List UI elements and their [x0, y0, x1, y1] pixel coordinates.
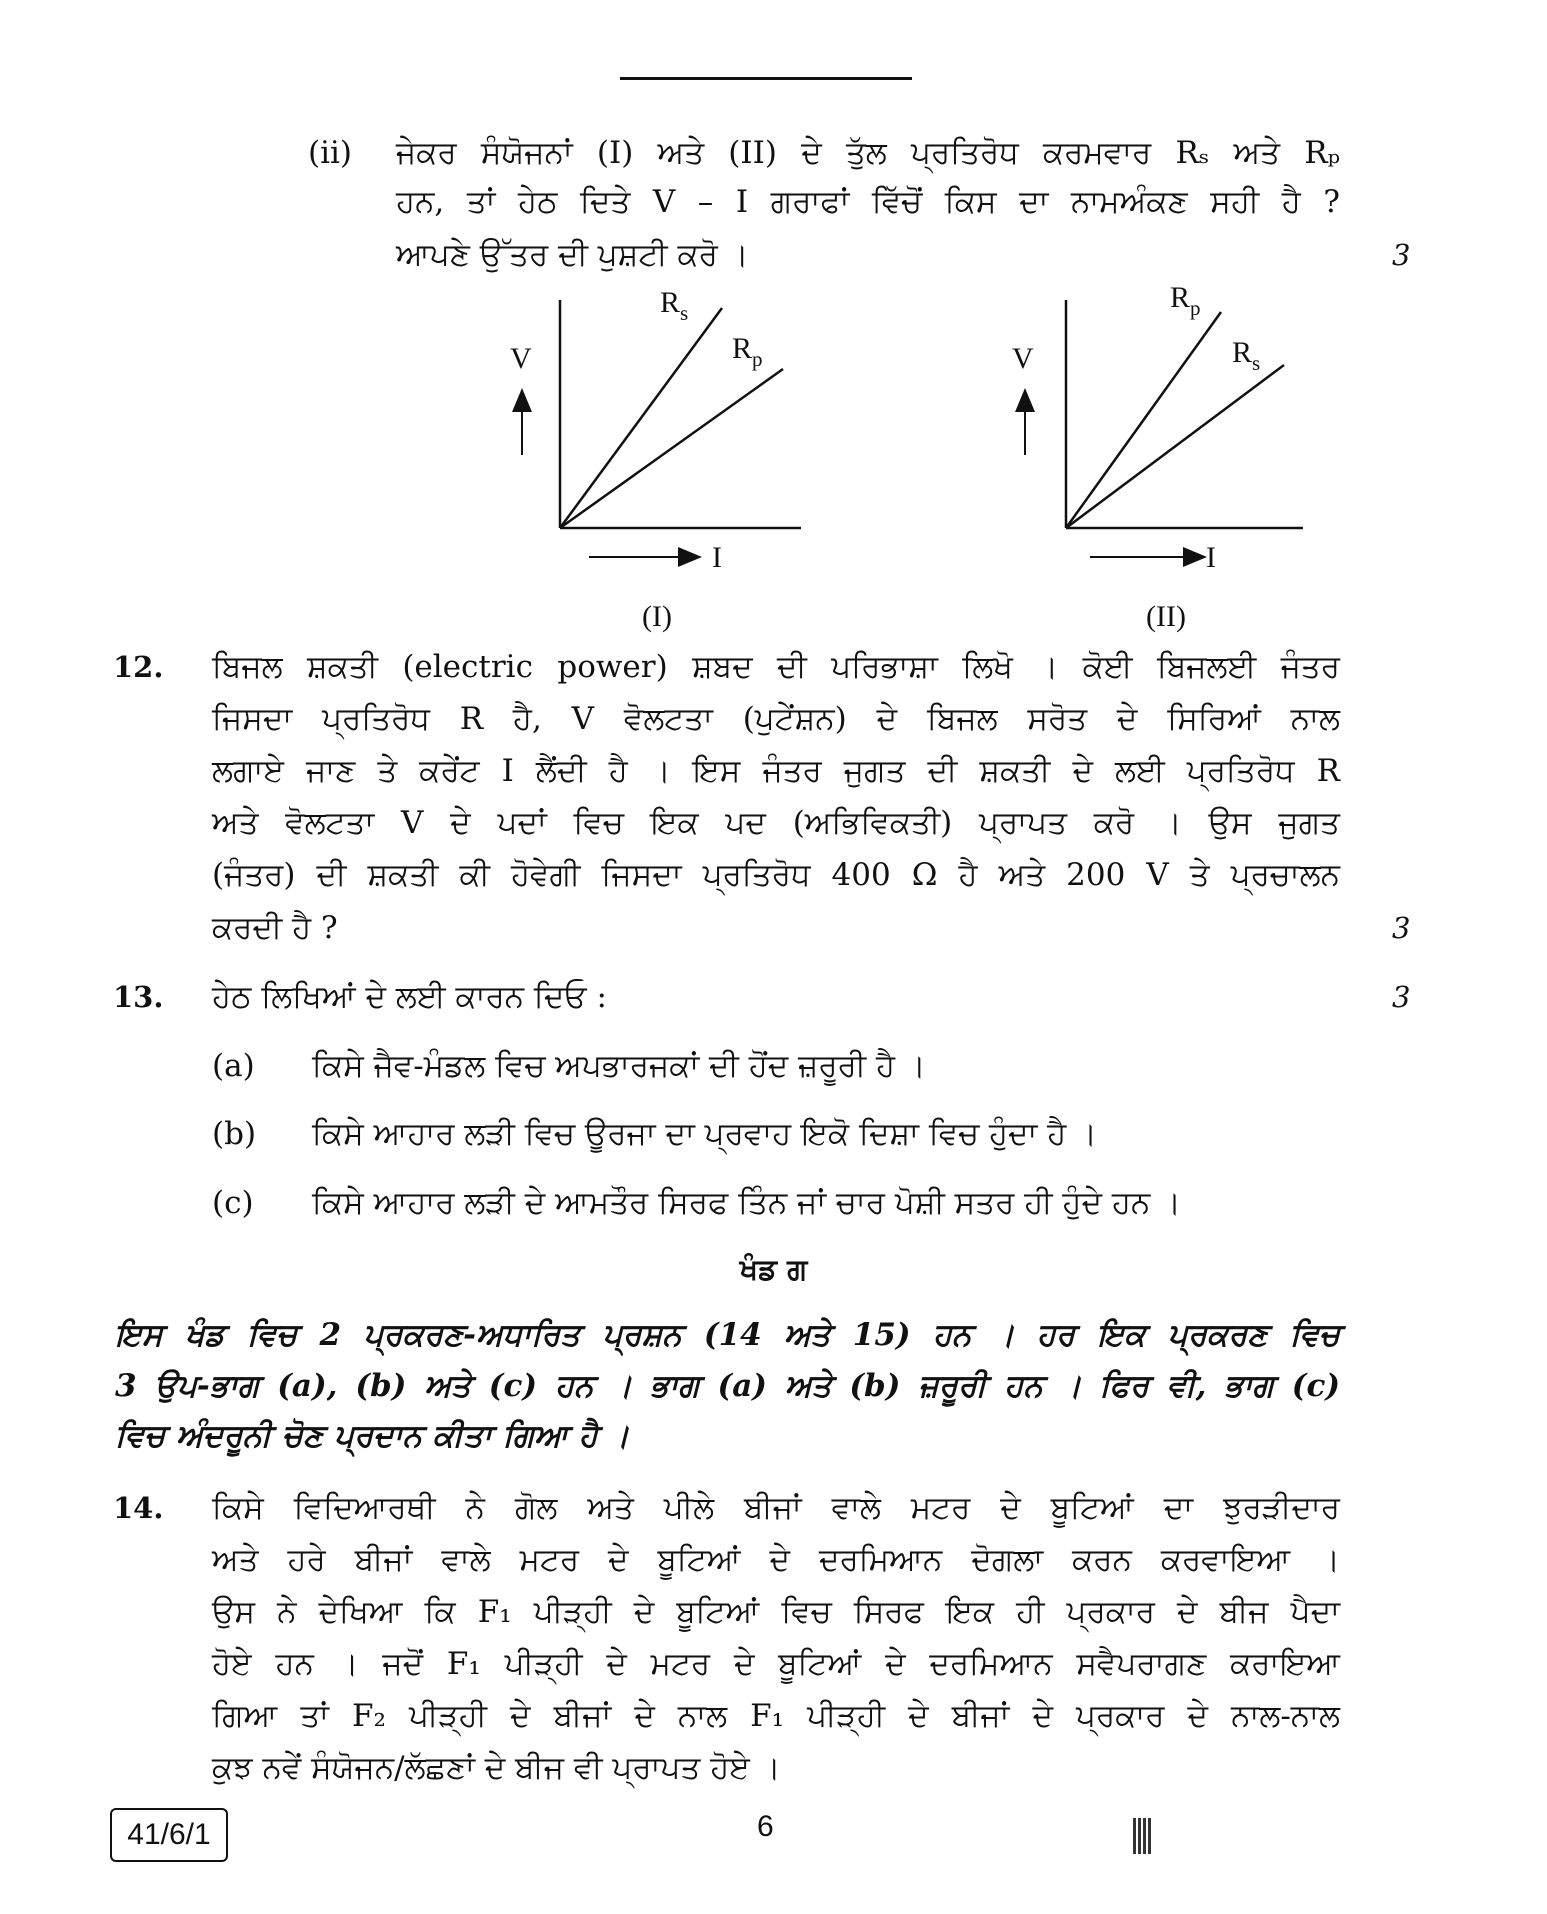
q14-line: ਕੁਝ ਨਵੇਂ ਸੰਯੋਜਨ/ਲੱਛਣਾਂ ਦੇ ਬੀਜ ਵੀ ਪ੍ਰਾਪਤ ਹੋਏ ।	[212, 1750, 781, 1786]
label-v: V	[1012, 342, 1034, 375]
section-heading: ਖੰਡ ਗ	[739, 1252, 808, 1286]
line-rs	[1066, 365, 1284, 528]
label-rs: $R_s$	[1232, 336, 1261, 375]
section-instruction-line: ਇਸ ਖੰਡ ਵਿਚ 2 ਪ੍ਰਕਰਣ-ਅਧਾਰਿਤ ਪ੍ਰਸ਼ਨ (14 ਅਤੇ 15) ਹਨ । ਹਰ ਇਕ ਪ੍ਰਕਰਣ ਵਿਚ	[115, 1317, 1340, 1353]
label-rs: $R_s$	[660, 286, 689, 325]
q14-line: ਗਿਆ ਤਾਂ F₂ ਪੀੜ੍ਹੀ ਦੇ ਬੀਜਾਂ ਦੇ ਨਾਲ F₁ ਪੀੜ੍ਹੀ ਦੇ ਬੀਜਾਂ ਦੇ ਪ੍ਰਕਾਰ ਦੇ ਨਾਲ-ਨਾਲ	[212, 1698, 1340, 1734]
q14-line: ਅਤੇ ਹਰੇ ਬੀਜਾਂ ਵਾਲੇ ਮਟਰ ਦੇ ਬੂਟਿਆਂ ਦੇ ਦਰਮਿਆਨ ਦੋਗਲਾ ਕਰਨ ਕਰਵਾਇਆ ।	[212, 1542, 1340, 1578]
marks: 3	[1392, 911, 1411, 945]
graph-caption: (II)	[1146, 600, 1186, 633]
line-rp	[1066, 312, 1221, 528]
q12-line: ਜਿਸਦਾ ਪ੍ਰਤਿਰੋਧ R ਹੈ, V ਵੋਲਟਤਾ (ਪੁਟੇਂਸ਼ਨ) ਦੇ ਬਿਜਲ ਸਰੋਤ ਦੇ ਸਿਰਿਆਂ ਨਾਲ	[212, 701, 1340, 737]
label-i: I	[1206, 541, 1216, 574]
graph-1	[510, 286, 801, 633]
marks: 3	[1392, 238, 1411, 272]
q13-part-text: ਕਿਸੇ ਆਹਾਰ ਲੜੀ ਦੇ ਆਮਤੌਰ ਸਿਰਫ ਤਿੰਨ ਜਾਂ ਚਾਰ ਪੋਸ਼ੀ ਸਤਰ ਹੀ ਹੁੰਦੇ ਹਨ ।	[312, 1185, 1181, 1221]
q11ii-label: (ii)	[308, 135, 353, 171]
q11ii-line: ਆਪਣੇ ਉੱਤਰ ਦੀ ਪੁਸ਼ਟੀ ਕਰੋ ।	[396, 237, 749, 273]
label-v: V	[510, 342, 532, 375]
q12-line: ਬਿਜਲ ਸ਼ਕਤੀ (electric power) ਸ਼ਬਦ ਦੀ ਪਰਿਭਾਸ਼ਾ ਲਿਖੋ । ਕੋਈ ਬਿਜਲਈ ਜੰਤਰ	[212, 649, 1340, 685]
graph-2	[1012, 281, 1303, 633]
page-number: 6	[757, 1810, 774, 1843]
section-instruction-line: 3 ਉਪ-ਭਾਗ (a), (b) ਅਤੇ (c) ਹਨ । ਭਾਗ (a) ਅਤੇ (b) ਜ਼ਰੂਰੀ ਹਨ । ਫਿਰ ਵੀ, ਭਾਗ (c)	[115, 1368, 1340, 1404]
q13-number: 13.	[113, 980, 164, 1014]
q11ii-line: ਹਨ, ਤਾਂ ਹੇਠ ਦਿਤੇ V – I ਗਰਾਫਾਂ ਵਿੱਚੋਂ ਕਿਸ ਦਾ ਨਾਮਅੰਕਣ ਸਹੀ ਹੈ ?	[396, 184, 1340, 220]
marks: 3	[1392, 980, 1411, 1014]
q12-line: (ਜੰਤਰ) ਦੀ ਸ਼ਕਤੀ ਕੀ ਹੋਵੇਗੀ ਜਿਸਦਾ ਪ੍ਰਤਿਰੋਧ 400 Ω ਹੈ ਅਤੇ 200 V ਤੇ ਪ੍ਰਚਾਲਨ	[212, 857, 1340, 893]
line-rs	[560, 308, 722, 528]
label-rp: $R_p$	[1170, 281, 1201, 320]
q13-part-text: ਕਿਸੇ ਆਹਾਰ ਲੜੀ ਵਿਚ ਊਰਜਾ ਦਾ ਪ੍ਰਵਾਹ ਇਕੋ ਦਿਸ਼ਾ ਵਿਚ ਹੁੰਦਾ ਹੈ ।	[312, 1116, 1098, 1152]
label-rp: $R_p$	[732, 332, 763, 371]
q12-line: ਲਗਾਏ ਜਾਣ ਤੇ ਕਰੇਂਟ I ਲੈਂਦੀ ਹੈ । ਇਸ ਜੰਤਰ ਜੁਗਤ ਦੀ ਸ਼ਕਤੀ ਦੇ ਲਈ ਪ੍ਰਤਿਰੋਧ R	[212, 753, 1340, 789]
q14-line: ਕਿਸੇ ਵਿਦਿਆਰਥੀ ਨੇ ਗੋਲ ਅਤੇ ਪੀਲੇ ਬੀਜਾਂ ਵਾਲੇ ਮਟਰ ਦੇ ਬੂਟਿਆਂ ਦਾ ਝੁਰੜੀਦਾਰ	[212, 1490, 1340, 1526]
q13-part-label: (a)	[212, 1048, 255, 1084]
label-i: I	[712, 541, 722, 574]
qr-code-icon	[1133, 1818, 1153, 1854]
q13-intro: ਹੇਠ ਲਿਖਿਆਂ ਦੇ ਲਈ ਕਾਰਨ ਦਿਓ :	[212, 979, 607, 1015]
graph-caption: (I)	[642, 600, 672, 633]
q13-part-label: (c)	[212, 1185, 254, 1221]
q14-number: 14.	[113, 1491, 164, 1525]
q12-line: ਅਤੇ ਵੋਲਟਤਾ V ਦੇ ਪਦਾਂ ਵਿਚ ਇਕ ਪਦ (ਅਭਿਵਿਕਤੀ) ਪ੍ਰਾਪਤ ਕਰੋ । ਉਸ ਜੁਗਤ	[212, 805, 1340, 841]
vi-graphs	[0, 0, 1547, 660]
q13-part-text: ਕਿਸੇ ਜੈਵ-ਮੰਡਲ ਵਿਚ ਅਪਭਾਰਜਕਾਂ ਦੀ ਹੋਂਦ ਜ਼ਰੂਰੀ ਹੈ ।	[312, 1048, 926, 1084]
q14-line: ਉਸ ਨੇ ਦੇਖਿਆ ਕਿ F₁ ਪੀੜ੍ਹੀ ਦੇ ਬੂਟਿਆਂ ਵਿਚ ਸਿਰਫ ਇਕ ਹੀ ਪ੍ਰਕਾਰ ਦੇ ਬੀਜ ਪੈਦਾ	[212, 1594, 1340, 1630]
q13-part-label: (b)	[212, 1116, 257, 1152]
section-instruction-line: ਵਿਚ ਅੰਦਰੂਨੀ ਚੋਣ ਪ੍ਰਦਾਨ ਕੀਤਾ ਗਿਆ ਹੈ ।	[115, 1418, 630, 1454]
q14-line: ਹੋਏ ਹਨ । ਜਦੋਂ F₁ ਪੀੜ੍ਹੀ ਦੇ ਮਟਰ ਦੇ ਬੂਟਿਆਂ ਦੇ ਦਰਮਿਆਨ ਸਵੈਪਰਾਗਣ ਕਰਾਇਆ	[212, 1646, 1340, 1682]
q12-number: 12.	[113, 650, 164, 684]
q12-line: ਕਰਦੀ ਹੈ ?	[212, 910, 338, 946]
paper-code: 41/6/1	[110, 1808, 228, 1862]
line-rp	[560, 369, 783, 528]
q11ii-line: ਜੇਕਰ ਸੰਯੋਜਨਾਂ (I) ਅਤੇ (II) ਦੇ ਤੁੱਲ ਪ੍ਰਤਿਰੋਧ ਕਰਮਵਾਰ Rₛ ਅਤੇ Rₚ	[396, 135, 1340, 171]
